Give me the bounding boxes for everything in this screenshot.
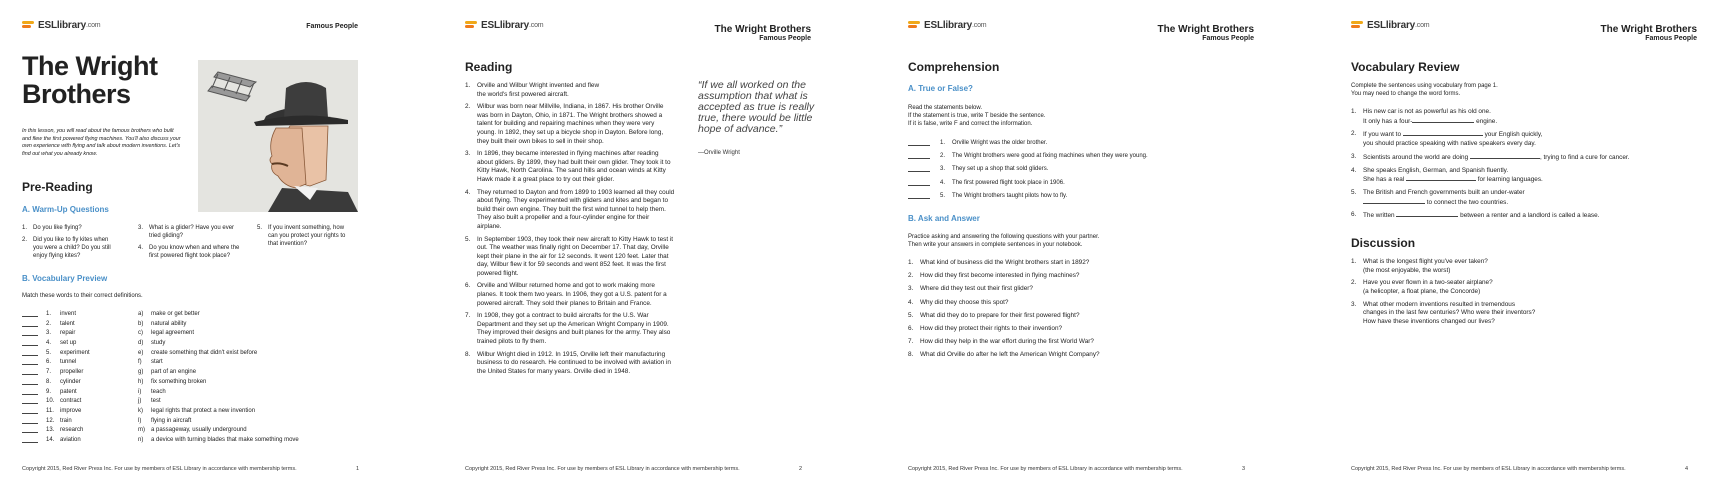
tf-item: 2. The Wright brothers were good at fixing machines when they were young. [908, 152, 1248, 165]
vocab-row: 10. contract j) test [22, 397, 362, 407]
ask-question: 6. How did they protect their rights to their invention? [908, 324, 1063, 332]
fill-in-item: 3. Scientists around the world are doing , trying to find a cure for cancer. [1351, 152, 1630, 161]
fill-in-item: 5. The British and French governments built an under-water to connect the two countries. [1351, 188, 1525, 206]
brand-suffix: .com [1415, 22, 1430, 29]
answer-blank[interactable] [1363, 198, 1425, 204]
vocab-row: 13. research m) a passageway, usually underground [22, 426, 362, 436]
brand-suffix: .com [972, 22, 987, 29]
tf-item: 1. Orville Wright was the older brother. [908, 139, 1248, 152]
warmup-question: 5. If you invent something, how can you protect your rights to that invention? [257, 225, 346, 247]
answer-blank[interactable] [22, 427, 38, 433]
copyright-footer: Copyright 2015, Red River Press Inc. For use by members of ESL Library in accordance with membership terms. [1351, 466, 1626, 472]
warmup-question: 4. Do you know when and where the first powered flight took place? [138, 245, 240, 259]
brand-name: ESLlibrary [481, 20, 530, 31]
page-number: 2 [799, 466, 803, 472]
esl-logo-icon [1351, 21, 1363, 31]
comprehension-heading: Comprehension [908, 60, 1000, 74]
page-1 [0, 0, 420, 494]
brand-name: ESLlibrary [38, 20, 87, 31]
brand-logo [908, 20, 986, 31]
page-header [306, 23, 358, 30]
answer-blank[interactable] [22, 379, 38, 385]
reading-paragraph: 6. Orville and Wilbur returned home and got to work making more planes. It took them two years. In 1906, they got a U.S. patent for a powered aircraft. They sold their planes to Britain and France. [465, 282, 667, 307]
page-number: 3 [1242, 466, 1246, 472]
vocab-row: 7. propeller g) part of an engine [22, 368, 362, 378]
copyright-footer: Copyright 2015, Red River Press Inc. For use by members of ESL Library in accordance with membership terms. [908, 466, 1183, 472]
brand-logo [22, 20, 100, 31]
page-4 [1329, 0, 1710, 494]
page-3 [886, 0, 1306, 494]
ask-answer-list [908, 259, 1248, 365]
warmup-question: 3. What is a glider? Have you ever tried gliding? [138, 225, 235, 239]
brand-logo [465, 20, 543, 31]
answer-blank[interactable] [908, 166, 930, 172]
vocabulary-review-heading: Vocabulary Review [1351, 60, 1460, 74]
discussion-question: 2. Have you ever flown in a two-seater airplane? (a helicopter, a float plane, the Concorde) [1351, 279, 1493, 295]
fill-in-item: 4. She speaks English, German, and Spanish fluently. She has a real for learning languages. [1351, 166, 1543, 184]
answer-blank[interactable] [22, 398, 38, 404]
quote-attribution: —Orville Wright [698, 150, 740, 156]
page-number: 4 [1685, 466, 1689, 472]
fill-in-item: 6. The written between a renter and a landlord is called a lease. [1351, 211, 1600, 220]
header-subtitle: Famous People [1645, 35, 1697, 42]
fill-in-list [1351, 108, 1681, 225]
pre-reading-heading: Pre-Reading [22, 180, 93, 194]
warmup-question: 2. Did you like to fly kites when you were a child? Do you still enjoy flying kites? [22, 237, 111, 259]
vocab-row: 12. train l) flying in aircraft [22, 417, 362, 427]
vocab-instruction: Match these words to their correct definitions. [22, 293, 143, 299]
reading-paragraph: 4. They returned to Dayton and from 1899 to 1903 learned all they could about flying. They experimented with gliders and kites and began to build their own engine. They built the first wind tunnel to help them. They also built a propeller and a four-cylinder engine for their airplane. [465, 188, 675, 230]
answer-blank[interactable] [908, 193, 930, 199]
header-title: The Wright Brothers [714, 24, 811, 35]
ask-question: 2. How did they first become interested in flying machines? [908, 272, 1080, 280]
discussion-question: 3. What other modern inventions resulted in tremendous changes in the last few centuries? Who were their inventors? How have these inventions changed our lives? [1351, 300, 1536, 325]
vocab-row: 3. repair c) legal agreement [22, 329, 362, 339]
answer-blank[interactable] [22, 418, 38, 424]
header-title: The Wright Brothers [1600, 24, 1697, 35]
brand-logo [1351, 20, 1429, 31]
ask-question: 4. Why did they choose this spot? [908, 298, 1009, 306]
brand-name: ESLlibrary [924, 20, 973, 31]
page-number: 1 [356, 466, 360, 472]
tf-item: 5. The Wright brothers taught pilots how to fly. [908, 192, 1248, 205]
lesson-intro: In this lesson, you will read about the famous brothers who built and flew the first powered flying machines. You'll also discuss your own experience with flying and talk about modern inventions. Let's find out what you already know. [22, 128, 181, 157]
ask-question: 3. Where did they test out their first glider? [908, 285, 1033, 293]
discussion-heading: Discussion [1351, 236, 1416, 250]
ask-question: 7. How did they help in the war effort during the first World War? [908, 338, 1094, 346]
vocab-matching-list [22, 310, 362, 446]
answer-blank[interactable] [908, 153, 930, 159]
header-subtitle: Famous People [1202, 35, 1254, 42]
brand-suffix: .com [86, 22, 101, 29]
reading-paragraph: 3. In 1896, they became interested in flying machines after reading about gliders. By 1899, they had built their own glider. They took it to Kitty Hawk, North Carolina. The sand hills and ocean winds at Kitty Hawk made it a great place to try out their glider. [465, 150, 671, 183]
answer-blank[interactable] [22, 321, 38, 327]
vocab-preview-heading: B. Vocabulary Preview [22, 274, 108, 283]
page-header [1601, 24, 1697, 42]
answer-blank[interactable] [22, 408, 38, 414]
page-header [1158, 24, 1254, 42]
header-title: The Wright Brothers [1157, 24, 1254, 35]
answer-blank[interactable] [22, 437, 38, 443]
ask-answer-heading: B. Ask and Answer [908, 214, 980, 223]
vocab-row: 5. experiment e) create something that didn't exist before [22, 349, 362, 359]
answer-blank[interactable] [22, 311, 38, 317]
ask-answer-instructions: Practice asking and answering the following questions with your partner. Then write your answers in complete sentences in your notebook. [908, 234, 1100, 249]
answer-blank[interactable] [1470, 153, 1540, 159]
answer-blank[interactable] [1412, 117, 1474, 123]
fill-in-item: 1. His new car is not as powerful as his old one. It only has a four- engine. [1351, 108, 1498, 125]
reading-paragraph: 5. In September 1903, they took their new aircraft to Kitty Hawk to test it out. The weather was finally right on December 17. That day, Orville kept their plane in the air for 12 seconds. It went 120 feet. Later that day, Wilbur flew it for 59 seconds and went 852 feet. It was the first powered flight. [465, 235, 674, 277]
answer-blank[interactable] [22, 340, 38, 346]
discussion-question: 1. What is the longest flight you've ever taken? (the most enjoyable, the worst) [1351, 258, 1488, 274]
warmup-heading: A. Warm-Up Questions [22, 205, 109, 214]
true-false-instructions: Read the statements below. If the statement is true, write T beside the sentence. If it is false, write F and correct the information. [908, 105, 1046, 128]
copyright-footer: Copyright 2015, Red River Press Inc. For use by members of ESL Library in accordance with membership terms. [465, 466, 740, 472]
brand-name: ESLlibrary [1367, 20, 1416, 31]
header-subtitle: Famous People [306, 23, 358, 30]
ask-question: 5. What did they do to prepare for their first powered flight? [908, 311, 1080, 319]
answer-blank[interactable] [908, 140, 930, 146]
answer-blank[interactable] [22, 359, 38, 365]
esl-logo-icon [465, 21, 477, 31]
reading-paragraph: 8. Wilbur Wright died in 1912. In 1915, Orville left their manufacturing business to do research. He continued to be involved with aviation in the United States for many years. Orville died in 1948. [465, 350, 671, 375]
pull-quote: “If we all worked on the assumption that what is accepted as true is really true, there would be little hope of advance.” [698, 79, 815, 135]
answer-blank[interactable] [908, 180, 930, 186]
ask-question: 8. What did Orville do after he left the American Wright Company? [908, 351, 1100, 359]
answer-blank[interactable] [22, 350, 38, 356]
vocab-row: 6. tunnel f) start [22, 358, 362, 368]
true-false-heading: A. True or False? [908, 84, 973, 93]
wright-brothers-illustration [198, 60, 358, 212]
answer-blank[interactable] [22, 330, 38, 336]
lesson-title: The Wright Brothers [22, 51, 158, 109]
vocabulary-review-instructions: Complete the sentences using vocabulary from page 1. You may need to change the word forms. [1351, 83, 1498, 98]
vocab-row: 11. improve k) legal rights that protect a new invention [22, 407, 362, 417]
answer-blank[interactable] [1406, 175, 1476, 181]
reading-paragraph: 1. Orville and Wilbur Wright invented and flew the world's first powered aircraft. [465, 82, 600, 98]
esl-logo-icon [908, 21, 920, 31]
discussion-list [1351, 258, 1681, 331]
brand-suffix: .com [529, 22, 544, 29]
warmup-question: 1. Do you like flying? [22, 225, 82, 231]
true-false-list [908, 139, 1248, 205]
vocab-row: 14. aviation n) a device with turning blades that make something move [22, 436, 362, 446]
fill-in-item: 2. If you want to your English quickly, you should practice speaking with native speakers every day. [1351, 130, 1543, 147]
reading-paragraph: 7. In 1908, they got a contract to build aircrafts for the U.S. War Department and they set up the American Wright Company in 1909. They improved their designs and built planes for the army. They also trained pilots to fly them. [465, 312, 671, 346]
vocab-row: 8. cylinder h) fix something broken [22, 378, 362, 388]
header-subtitle: Famous People [759, 35, 811, 42]
vocab-row: 4. set up d) study [22, 339, 362, 349]
tf-item: 4. The first powered flight took place in 1906. [908, 179, 1248, 192]
answer-blank[interactable] [1403, 130, 1483, 136]
answer-blank[interactable] [1396, 211, 1458, 217]
warmup-questions [22, 224, 362, 264]
vocab-row: 2. talent b) natural ability [22, 320, 362, 330]
page-header [715, 24, 811, 42]
reading-paragraphs [465, 82, 675, 380]
vocab-row: 9. patent i) teach [22, 388, 362, 398]
esl-logo-icon [22, 21, 34, 31]
copyright-footer: Copyright 2015, Red River Press Inc. For use by members of ESL Library in accordance with membership terms. [22, 466, 297, 472]
page-2 [443, 0, 863, 494]
ask-question: 1. What kind of business did the Wright brothers start in 1892? [908, 259, 1090, 266]
reading-heading: Reading [465, 60, 513, 74]
answer-blank[interactable] [22, 369, 38, 375]
vocab-row: 1. invent a) make or get better [22, 310, 362, 320]
reading-paragraph: 2. Wilbur was born near Millville, Indiana, in 1867. His brother Orville was born in Dayton, Ohio, in 1871. The Wright brothers showed a talent for building and repairing machines when they were very young. In 1892, they set up a bicycle shop in Dayton. Before long, they built their own bikes to sell in their shop. [465, 103, 664, 145]
tf-item: 3. They set up a shop that sold gliders. [908, 165, 1248, 178]
answer-blank[interactable] [22, 389, 38, 395]
